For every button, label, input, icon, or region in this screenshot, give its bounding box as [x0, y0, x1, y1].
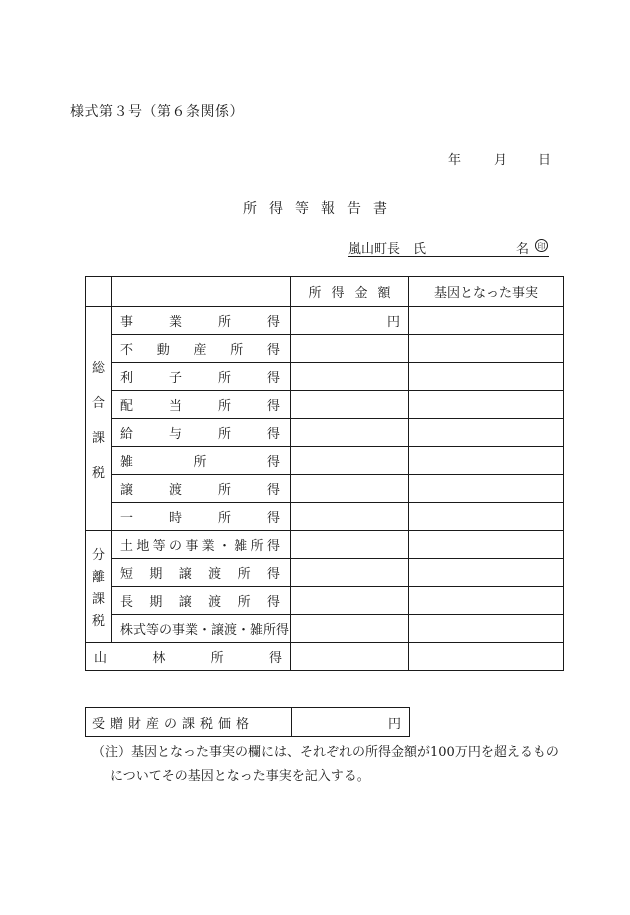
table-row: [86, 307, 564, 335]
table-row: [86, 643, 564, 671]
gift-row: [86, 708, 410, 737]
amount-field[interactable]: [291, 391, 409, 419]
category-comprehensive-tax: [86, 307, 112, 531]
table-header-row: [86, 277, 564, 307]
table-row: [86, 447, 564, 475]
gift-table: [85, 707, 410, 737]
item-label: [120, 479, 280, 498]
name-label: 名: [515, 242, 529, 257]
item-label-char: 譲: [178, 595, 192, 610]
fact-field[interactable]: [409, 475, 564, 503]
income-item-cell: [112, 447, 291, 475]
table-row: [86, 391, 564, 419]
item-label-char: 得: [266, 371, 280, 386]
item-label-char: 得: [266, 511, 280, 526]
date-month-label: 月: [494, 153, 508, 168]
date-line: [448, 149, 551, 168]
item-label-char: 短: [120, 567, 134, 582]
item-label: 株式等の事業・譲渡・雑所得: [120, 623, 290, 638]
form-number: 様式第３号（第６条関係）: [70, 104, 244, 120]
table-row: [86, 503, 564, 531]
income-item-cell: [112, 419, 291, 447]
item-label: [120, 367, 280, 386]
income-item-cell: [112, 391, 291, 419]
amount-field[interactable]: 円: [291, 307, 409, 335]
fact-field[interactable]: [409, 587, 564, 615]
item-label: [120, 563, 280, 582]
fact-field[interactable]: [409, 335, 564, 363]
item-label: [120, 535, 280, 554]
item-label-char: 長: [120, 595, 134, 610]
table-row: [86, 559, 564, 587]
item-label-char: の: [168, 539, 182, 554]
item-label-char: 当: [168, 399, 182, 414]
amount-field[interactable]: [291, 419, 409, 447]
amount-field[interactable]: [291, 475, 409, 503]
category-char: 総: [91, 360, 105, 376]
fact-field[interactable]: [409, 447, 564, 475]
fact-field[interactable]: [409, 503, 564, 531]
income-item-cell: [112, 531, 291, 559]
fact-field[interactable]: [409, 419, 564, 447]
category-char: 税: [91, 614, 105, 629]
fact-field[interactable]: [409, 559, 564, 587]
income-item-cell: [112, 587, 291, 615]
column-header-amount: 所得金額: [291, 277, 409, 307]
item-label-char: 等: [152, 539, 166, 554]
category-char: 課: [91, 430, 105, 446]
gift-amount-field[interactable]: 円: [292, 708, 410, 737]
table-row: [86, 615, 564, 643]
item-label-char: 譲: [178, 567, 192, 582]
item-label-char: 林: [152, 651, 166, 666]
date-day-label: 日: [538, 153, 552, 168]
item-label: [120, 451, 280, 470]
item-label-char: 得: [266, 315, 280, 330]
amount-field[interactable]: [291, 587, 409, 615]
item-label-char: 期: [149, 567, 163, 582]
item-label-char: 得: [266, 567, 280, 582]
item-label-char: 譲: [120, 483, 134, 498]
seal-icon: 印: [535, 239, 548, 252]
item-label-char: 時: [168, 511, 182, 526]
item-label: [120, 423, 280, 442]
document-title: 所得等報告書: [243, 201, 399, 217]
income-item-cell: [112, 475, 291, 503]
item-label-char: 得: [266, 595, 280, 610]
item-label: [120, 591, 280, 610]
column-header-fact: 基因となった事実: [409, 277, 564, 307]
date-year-label: 年: [448, 153, 462, 168]
item-label-char: 動: [156, 343, 170, 358]
amount-field[interactable]: [291, 447, 409, 475]
amount-field[interactable]: [291, 503, 409, 531]
fact-field[interactable]: [409, 615, 564, 643]
amount-field[interactable]: [291, 335, 409, 363]
item-label-char: 得: [266, 399, 280, 414]
item-label-char: 配: [120, 399, 134, 414]
category-char: 課: [91, 592, 105, 607]
table-row: [86, 363, 564, 391]
item-label-char: 業: [168, 315, 182, 330]
income-item-cell: [112, 559, 291, 587]
fact-field[interactable]: [409, 391, 564, 419]
item-label: [120, 395, 280, 414]
item-label: [120, 507, 280, 526]
addressee-label: 嵐山町長 氏: [348, 242, 427, 257]
item-label-char: 所: [217, 399, 231, 414]
item-label-char: 所: [217, 483, 231, 498]
item-label-char: 利: [120, 371, 134, 386]
fact-field[interactable]: [409, 643, 564, 671]
income-item-cell: [112, 307, 291, 335]
header-item-cell: [112, 277, 291, 307]
item-label-char: 得: [268, 651, 282, 666]
fact-field[interactable]: [409, 363, 564, 391]
item-label-char: 所: [217, 511, 231, 526]
note-line-2: についてその基因となった事実を記入する。: [110, 769, 370, 784]
income-report-table: [85, 276, 564, 671]
item-label-char: 得: [266, 539, 280, 554]
item-label-char: 業: [201, 539, 215, 554]
item-label-char: 産: [193, 343, 207, 358]
item-label-char: 給: [120, 427, 134, 442]
table-row: [86, 419, 564, 447]
forest-income-cell: [86, 643, 291, 671]
item-label-char: 得: [266, 427, 280, 442]
item-label-char: 地: [136, 539, 150, 554]
category-char: 合: [91, 395, 105, 411]
item-label-char: 得: [266, 455, 280, 470]
item-label-char: 所: [210, 651, 224, 666]
item-label-char: 与: [168, 427, 182, 442]
item-label-char: 山: [94, 651, 108, 666]
item-label-char: 渡: [208, 567, 222, 582]
item-label-char: 雑: [120, 455, 134, 470]
income-item-cell: [112, 335, 291, 363]
amount-field[interactable]: [291, 559, 409, 587]
amount-field[interactable]: [291, 615, 409, 643]
item-label-char: 事: [120, 315, 134, 330]
item-label: [120, 339, 280, 358]
table-row: [86, 531, 564, 559]
item-label-char: 土: [120, 539, 134, 554]
item-label-char: 所: [217, 315, 231, 330]
item-label-char: 所: [230, 343, 244, 358]
gift-label: 受贈財産の課税価格: [86, 708, 292, 737]
item-label-char: 不: [120, 343, 134, 358]
fact-field[interactable]: [409, 307, 564, 335]
item-label-char: 所: [193, 455, 207, 470]
item-label-char: 期: [149, 595, 163, 610]
amount-field[interactable]: [291, 363, 409, 391]
item-label-char: 所: [237, 567, 251, 582]
fact-field[interactable]: [409, 531, 564, 559]
table-row: [86, 335, 564, 363]
item-label-char: 得: [266, 483, 280, 498]
header-blank-cell: [86, 277, 112, 307]
category-char: 分: [91, 548, 105, 563]
category-char: 税: [91, 465, 105, 481]
amount-field[interactable]: [291, 531, 409, 559]
category-separate-tax: [86, 531, 112, 643]
item-label-char: 得: [266, 343, 280, 358]
item-label-char: 渡: [208, 595, 222, 610]
income-item-cell: [112, 363, 291, 391]
item-label-char: 子: [168, 371, 182, 386]
item-label-char: 雑: [234, 539, 248, 554]
item-label: [120, 311, 280, 330]
item-label-char: 渡: [168, 483, 182, 498]
category-char: 離: [91, 570, 105, 585]
income-item-cell: [112, 615, 291, 643]
item-label-char: 所: [217, 371, 231, 386]
item-label-char: 一: [120, 511, 134, 526]
item-label-char: 所: [237, 595, 251, 610]
table-row: [86, 475, 564, 503]
item-label-char: ・: [217, 539, 231, 554]
note-line-1: （注）基因となった事実の欄には、それぞれの所得金額が100万円を超えるもの: [92, 745, 559, 760]
item-label-char: 事: [185, 539, 199, 554]
item-label-char: 所: [250, 539, 264, 554]
item-label: [94, 647, 282, 666]
item-label-char: 所: [217, 427, 231, 442]
amount-field[interactable]: [291, 643, 409, 671]
table-row: [86, 587, 564, 615]
addressee-line: [348, 236, 549, 257]
income-item-cell: [112, 503, 291, 531]
